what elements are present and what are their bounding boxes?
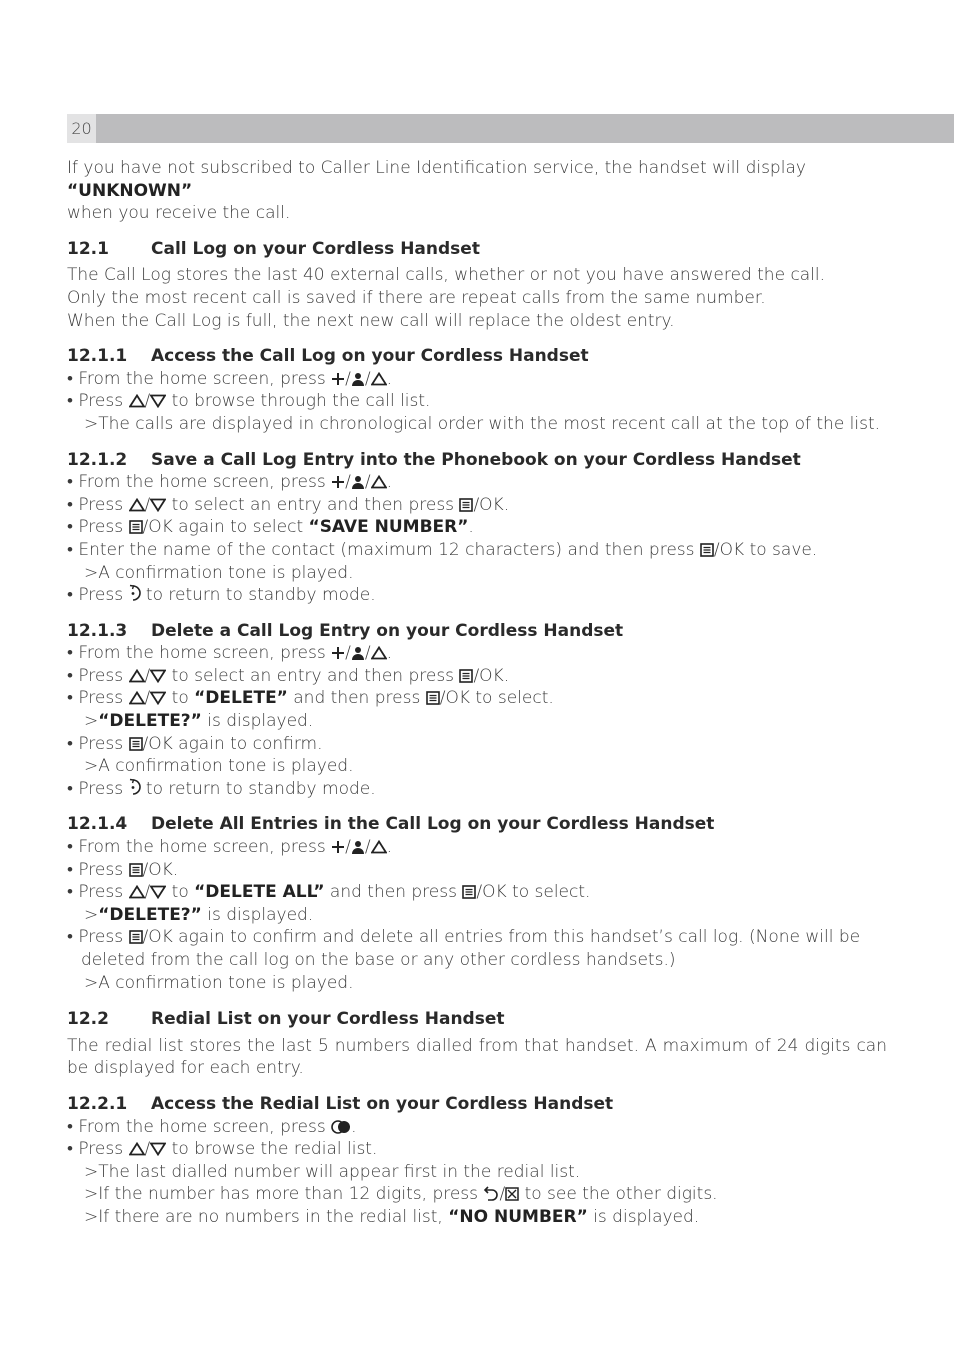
up-arrow-icon [129,669,145,683]
section-heading-12-1-4: 12.1.4 Delete All Entries in the Call Log on your Cordless Handset [67,814,715,835]
list-item: • Enter the name of the contact (maximum 12 characters) and then press /OK to save. [67,539,818,560]
menu-icon [459,498,473,512]
list-item: • Press / to select an entry and then press /OK. [67,494,510,515]
list-item: • Press / to select an entry and then press /OK. [67,665,510,686]
call-icon [331,1120,351,1134]
result-note: >“DELETE?” is displayed. [84,904,314,925]
down-arrow-icon [150,691,166,705]
intro-paragraph: If you have not subscribed to Caller Line Identification service, the handset will display “UNKNOWN” when you receive the call. [67,158,806,224]
end-call-icon [129,584,141,602]
person-icon [351,840,365,854]
menu-icon [129,930,143,944]
up-arrow-icon [129,1142,145,1156]
list-item: • From the home screen, press . [67,1116,357,1137]
section-heading-12-1-3: 12.1.3 Delete a Call Log Entry on your Cordless Handset [67,620,624,641]
list-item: • Press to return to standby mode. [67,778,376,799]
section-12-1-text: The Call Log stores the last 40 external calls, whether or not you have answered the call. Only the most recent call is saved if there are repeat calls from the same number. When the Call Log is full, the next new call will replace the oldest entry. [67,265,826,331]
back-icon [483,1185,499,1201]
list-item: • From the home screen, press / / . [67,837,392,858]
plus-icon [331,372,345,386]
list-item: • Press / to “DELETE” and then press /OK to select. [67,688,554,709]
menu-icon [426,691,440,705]
menu-icon [462,885,476,899]
down-arrow-icon [150,1142,166,1156]
up-arrow-icon [371,646,387,660]
section-heading-12-2: 12.2 Redial List on your Cordless Handset [67,1009,505,1030]
up-arrow-icon [371,372,387,386]
up-arrow-icon [371,475,387,489]
list-item: • Press / to browse the redial list. [67,1139,378,1160]
list-item: • Press /OK again to confirm. [67,733,323,754]
document-body [67,157,887,1229]
list-item: • Press / to browse through the call list. [67,391,431,412]
page-number: 20 [67,114,96,143]
list-item: • Press /OK again to select “SAVE NUMBER”. [67,517,474,538]
down-arrow-icon [150,394,166,408]
person-icon [351,475,365,489]
up-arrow-icon [129,885,145,899]
list-item: • Press / to “DELETE ALL” and then press /OK to select. [67,882,591,903]
end-call-icon [129,778,141,796]
up-arrow-icon [129,498,145,512]
result-note: >The calls are displayed in chronological order with the most recent call at the top of the list. [84,413,881,434]
list-item: • Press to return to standby mode. [67,585,376,606]
result-note: >A confirmation tone is played. [84,562,354,583]
section-12-2-text: The redial list stores the last 5 numbers dialled from that handset. A maximum of 24 digits can be displayed for each entry. [67,1035,887,1079]
plus-icon [331,646,345,660]
result-note: >“DELETE?” is displayed. [84,711,314,732]
down-arrow-icon [150,885,166,899]
person-icon [351,646,365,660]
result-note: >A confirmation tone is played. [84,756,354,777]
clear-icon [505,1187,519,1201]
menu-icon [459,669,473,683]
result-note: >A confirmation tone is played. [84,972,354,993]
menu-icon [129,863,143,877]
list-item: • From the home screen, press / / . [67,368,392,389]
down-arrow-icon [150,498,166,512]
up-arrow-icon [129,691,145,705]
plus-icon [331,475,345,489]
section-heading-12-1-2: 12.1.2 Save a Call Log Entry into the Phonebook on your Cordless Handset [67,449,801,470]
person-icon [351,372,365,386]
list-item: • From the home screen, press / / . [67,643,392,664]
result-note: >The last dialled number will appear first in the redial list. [84,1161,581,1182]
list-item: • From the home screen, press / / . [67,472,392,493]
menu-icon [129,737,143,751]
page-header-bar [67,114,954,143]
list-item: • Press /OK again to confirm and delete all entries from this handset’s call log. (None will be deleted from the call log on the base or any other cordless handsets.) [67,927,861,970]
plus-icon [331,840,345,854]
menu-icon [129,520,143,534]
up-arrow-icon [129,394,145,408]
result-note: >If there are no numbers in the redial list, “NO NUMBER” is displayed. [84,1206,700,1227]
down-arrow-icon [150,669,166,683]
menu-icon [700,543,714,557]
list-item: • Press /OK. [67,859,179,880]
section-heading-12-1-1: 12.1.1 Access the Call Log on your Cordless Handset [67,346,589,367]
result-note: >If the number has more than 12 digits, press / to see the other digits. [84,1184,718,1205]
section-heading-12-2-1: 12.2.1 Access the Redial List on your Cordless Handset [67,1093,614,1114]
up-arrow-icon [371,840,387,854]
section-heading-12-1: 12.1 Call Log on your Cordless Handset [67,238,480,259]
